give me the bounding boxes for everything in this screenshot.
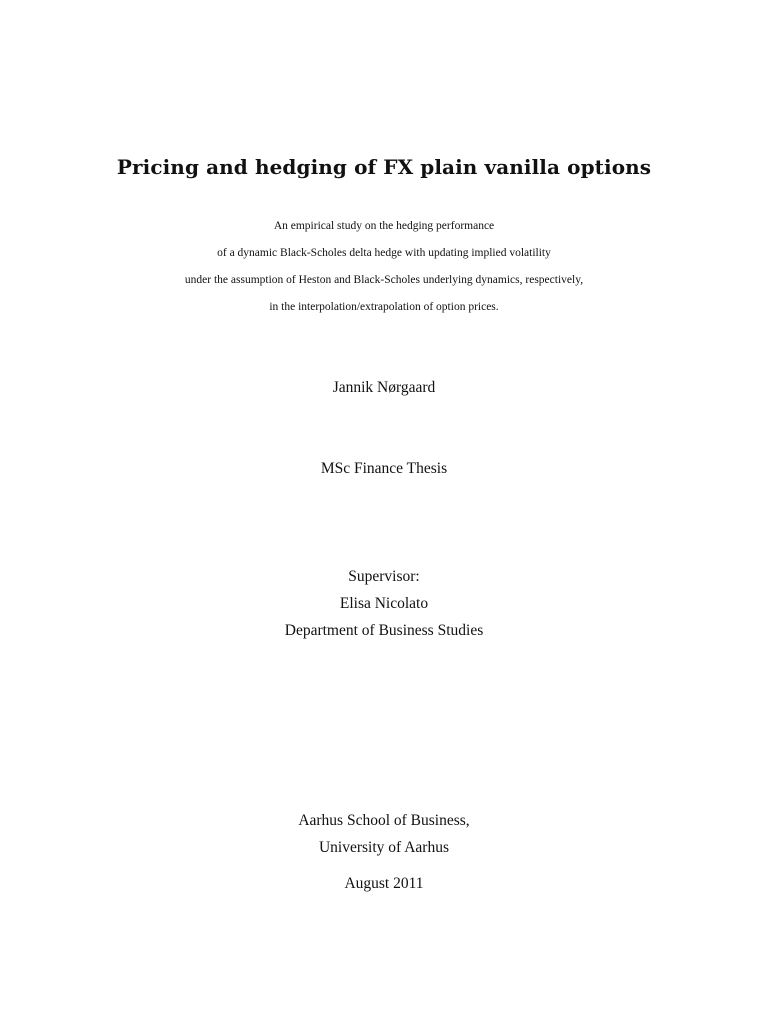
- institution-line-2: University of Aarhus: [318, 839, 449, 856]
- supervisor-name: Elisa Nicolato: [339, 595, 429, 612]
- subtitle-line-2: of a dynamic Black-Scholes delta hedge with updating implied volatility: [217, 247, 551, 259]
- degree-label: MSc Finance Thesis: [320, 460, 448, 477]
- subtitle-line-3: under the assumption of Heston and Black-Scholes underlying dynamics, respectively,: [184, 274, 584, 286]
- supervisor-label: Supervisor:: [348, 568, 420, 585]
- institution-line-1: Aarhus School of Business,: [298, 812, 470, 829]
- subtitle-line-4: in the interpolation/extrapolation of option prices.: [269, 301, 499, 313]
- thesis-title: Pricing and hedging of FX plain vanilla options: [116, 155, 652, 179]
- supervisor-department: Department of Business Studies: [284, 622, 484, 639]
- subtitle-line-1: An empirical study on the hedging performance: [273, 220, 495, 232]
- author-name: Jannik Nørgaard: [332, 379, 436, 396]
- thesis-date: August 2011: [344, 875, 424, 892]
